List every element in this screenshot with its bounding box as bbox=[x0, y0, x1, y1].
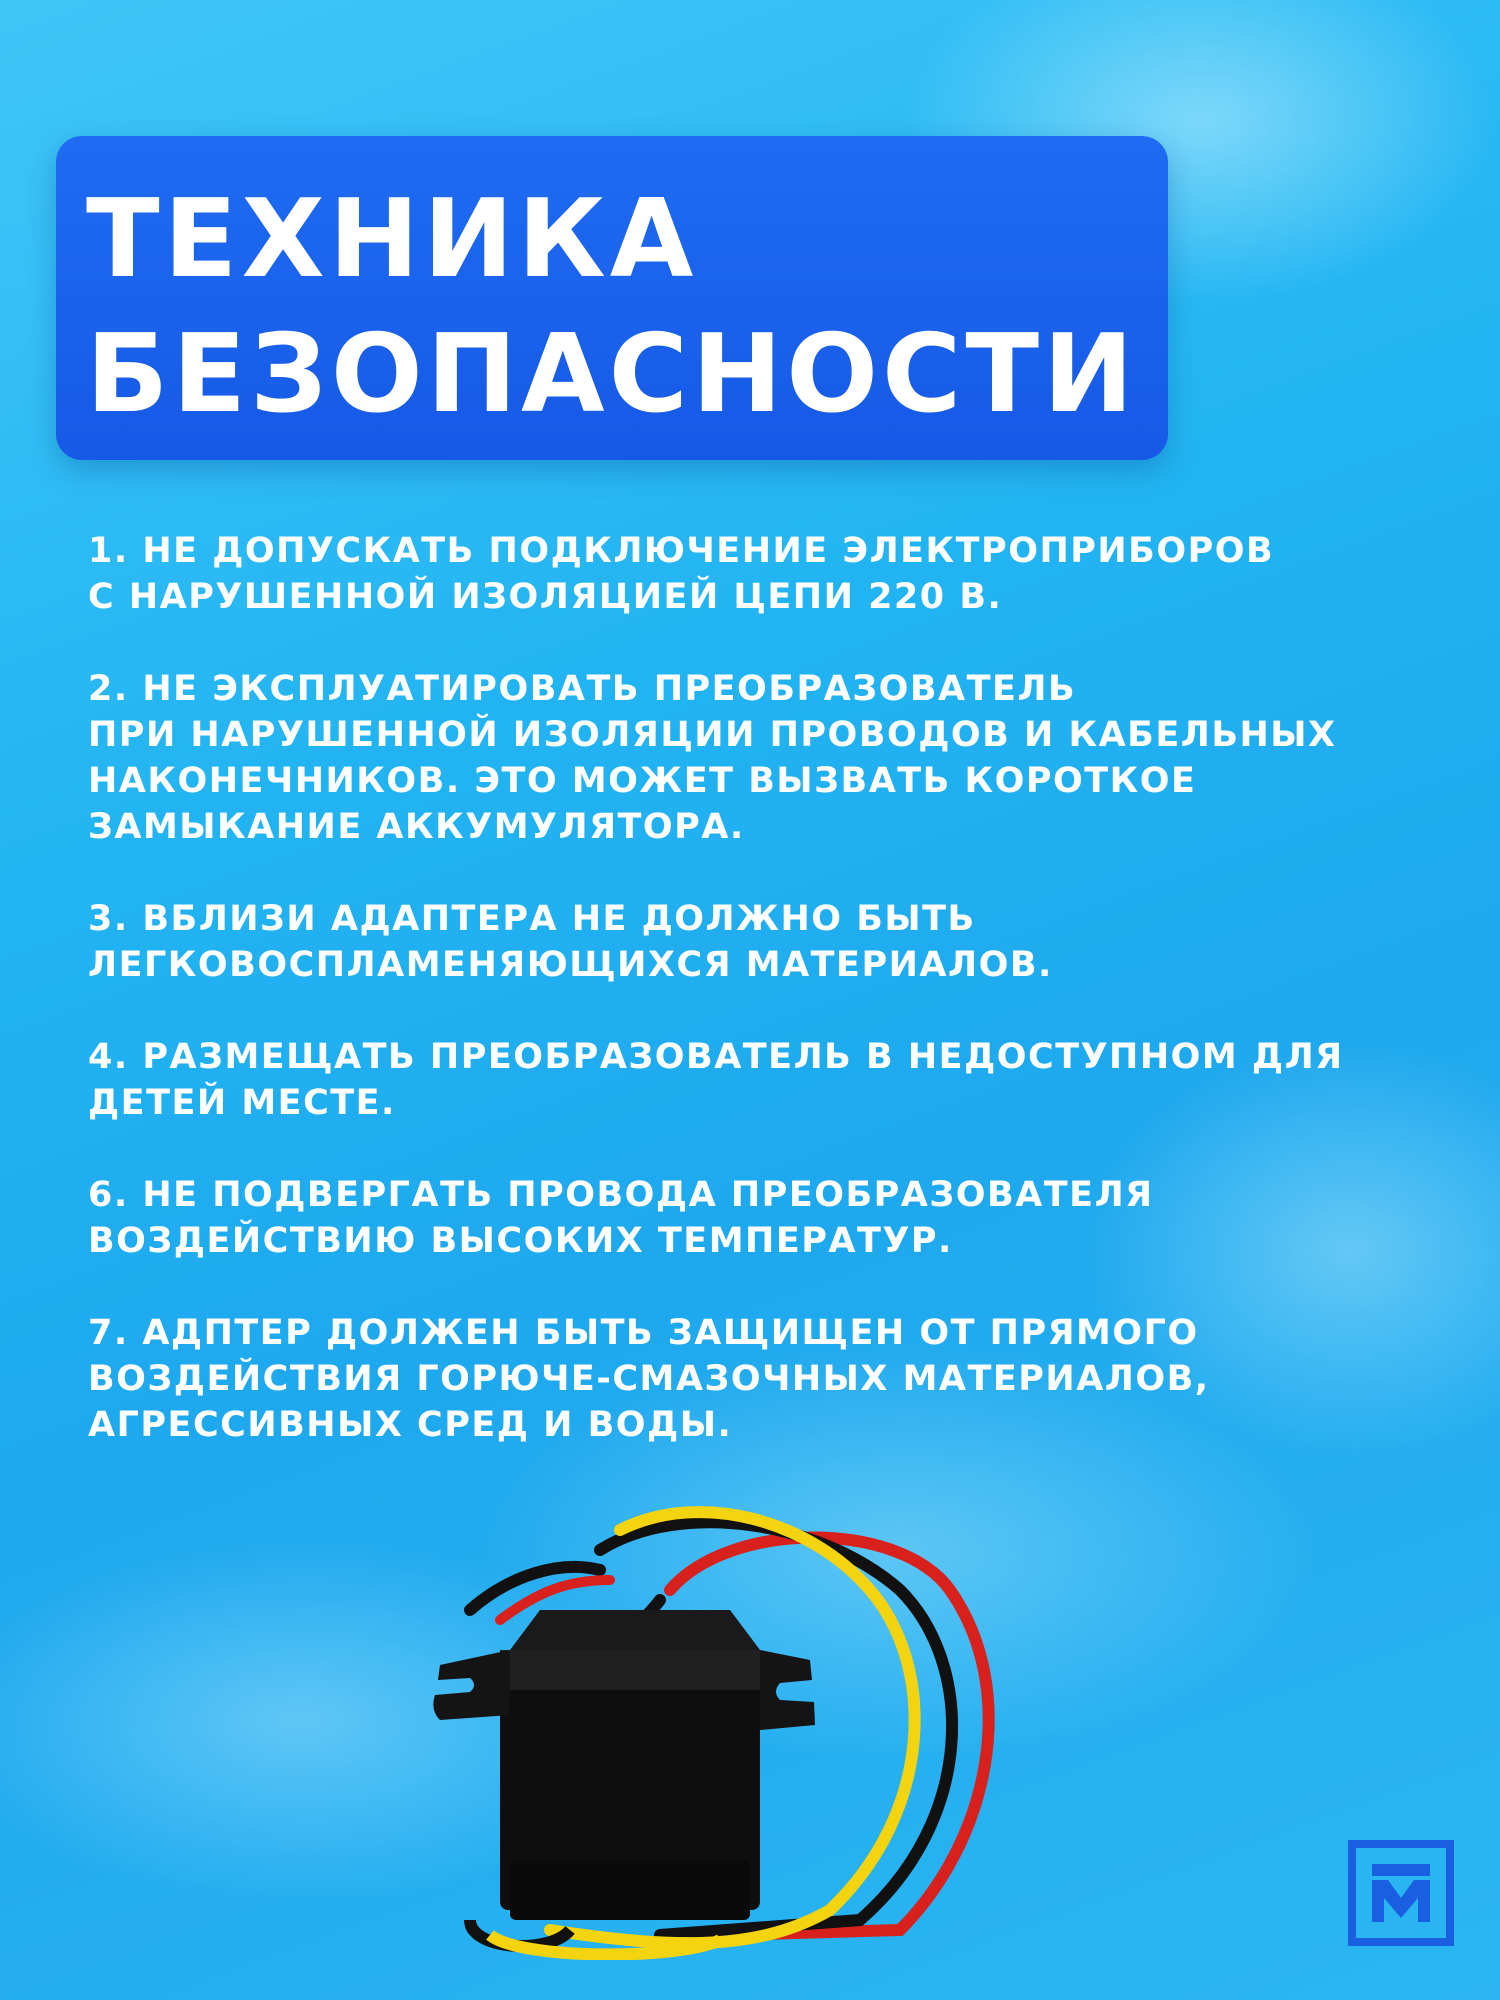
safety-rule-line: НАКОНЕЧНИКОВ. ЭТО МОЖЕТ ВЫЗВАТЬ КОРОТКОЕ bbox=[88, 761, 1197, 801]
safety-rule-line: 3. ВБЛИЗИ АДАПТЕРА НЕ ДОЛЖНО БЫТЬ bbox=[88, 899, 976, 939]
safety-rule-line: 7. АДПТЕР ДОЛЖЕН БЫТЬ ЗАЩИЩЕН ОТ ПРЯМОГО bbox=[88, 1313, 1199, 1353]
safety-rule-line: ПРИ НАРУШЕННОЙ ИЗОЛЯЦИИ ПРОВОДОВ И КАБЕЛЬНЫХ bbox=[88, 715, 1337, 755]
converter-module-image bbox=[430, 1480, 1070, 1960]
title-line-1: ТЕХНИКА bbox=[86, 177, 698, 302]
safety-rule-line: АГРЕССИВНЫХ СРЕД И ВОДЫ. bbox=[88, 1405, 733, 1445]
safety-rule bbox=[88, 1310, 1348, 1448]
safety-rule-line: 4. РАЗМЕЩАТЬ ПРЕОБРАЗОВАТЕЛЬ В НЕДОСТУПНОМ ДЛЯ bbox=[88, 1037, 1344, 1077]
safety-rule-line: ВОЗДЕЙСТВИЮ ВЫСОКИХ ТЕМПЕРАТУР. bbox=[88, 1221, 953, 1261]
safety-rule-line: 1. НЕ ДОПУСКАТЬ ПОДКЛЮЧЕНИЕ ЭЛЕКТРОПРИБОРОВ bbox=[88, 531, 1275, 571]
safety-rule-line: ЗАМЫКАНИЕ АККУМУЛЯТОРА. bbox=[88, 807, 745, 847]
title-banner bbox=[56, 136, 1168, 460]
safety-rule bbox=[88, 896, 1348, 988]
safety-rule bbox=[88, 666, 1348, 850]
safety-rule-line: 2. НЕ ЭКСПЛУАТИРОВАТЬ ПРЕОБРАЗОВАТЕЛЬ bbox=[88, 669, 1077, 709]
safety-rule bbox=[88, 528, 1348, 620]
safety-rule-line: 6. НЕ ПОДВЕРГАТЬ ПРОВОДА ПРЕОБРАЗОВАТЕЛЯ bbox=[88, 1175, 1154, 1215]
safety-rule-line: С НАРУШЕННОЙ ИЗОЛЯЦИЕЙ ЦЕПИ 220 В. bbox=[88, 577, 1003, 617]
safety-rule-line: ДЕТЕЙ МЕСТЕ. bbox=[88, 1083, 396, 1123]
brand-logo-icon bbox=[1348, 1840, 1454, 1946]
safety-rule bbox=[88, 1172, 1348, 1264]
title-line-2: БЕЗОПАСНОСТИ bbox=[86, 312, 1138, 437]
safety-rule-line: ЛЕГКОВОСПЛАМЕНЯЮЩИХСЯ МАТЕРИАЛОВ. bbox=[88, 945, 1053, 985]
safety-rule-line: ВОЗДЕЙСТВИЯ ГОРЮЧЕ-СМАЗОЧНЫХ МАТЕРИАЛОВ, bbox=[88, 1359, 1210, 1399]
safety-rules-list bbox=[88, 528, 1348, 1494]
safety-rule bbox=[88, 1034, 1348, 1126]
